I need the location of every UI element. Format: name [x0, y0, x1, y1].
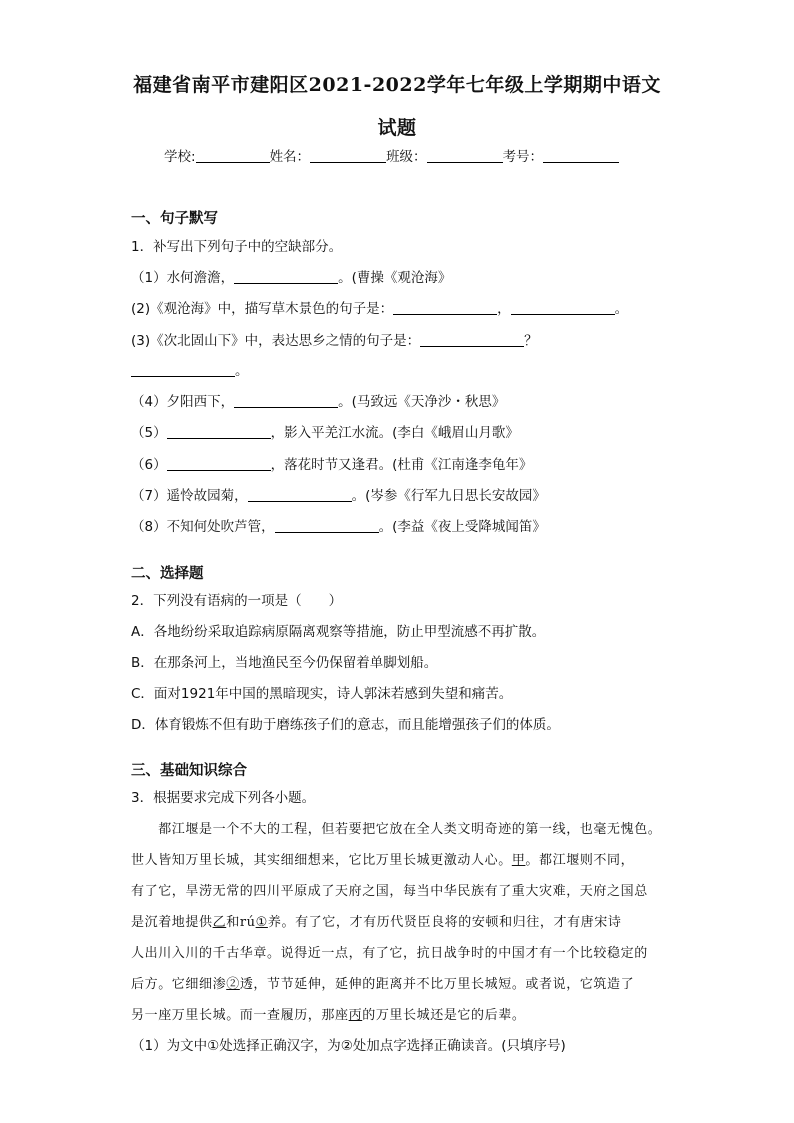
- passage-line: 有了它，旱涝无常的四川平原成了天府之国，每当中华民族有了重大灾难，天府之国总: [131, 884, 648, 899]
- option-d: D．体育锻炼不但有助于磨练孩子们的意志，而且能增强孩子们的体质。: [131, 717, 560, 733]
- blank-marker: 乙: [212, 915, 227, 930]
- answer-blank[interactable]: [275, 518, 379, 533]
- blank-marker: ②: [226, 977, 240, 992]
- page-title: 福建省南平市建阳区2021-2022学年七年级上学期期中语文: [133, 74, 661, 96]
- fill-item-7: （7）遥怜故园菊， 。(岑参《行军九日思长安故园》: [131, 488, 546, 504]
- passage-line: 是沉着地提供乙和rú①养。有了它，才有历代贤臣良将的安顿和归往，才有唐宋诗: [131, 915, 622, 930]
- answer-blank[interactable]: [167, 456, 271, 471]
- question-stem: 1．补写出下列句子中的空缺部分。: [131, 239, 343, 255]
- passage-line: 人出川入川的千古华章。说得近一点，有了它，抗日战争时的中国才有一个比较稳定的: [131, 946, 648, 961]
- passage-line: 都江堰是一个不大的工程，但若要把它放在全人类文明奇迹的第一线，也毫无愧色。: [131, 822, 662, 837]
- exam-number-label: 考号：: [502, 149, 544, 165]
- fill-item-1: （1）水何澹澹， 。(曹操《观沧海》: [131, 270, 452, 286]
- answer-blank[interactable]: [420, 332, 524, 347]
- sub-question: （1）为文中①处选择正确汉字，为②处加点字选择正确读音。(只填序号): [131, 1038, 566, 1054]
- question-stem: 3．根据要求完成下列各小题。: [131, 790, 316, 806]
- exam-number-field[interactable]: [543, 148, 619, 163]
- option-c: C．面对1921年中国的黑暗现实，诗人郭沫若感到失望和痛苦。: [131, 686, 513, 702]
- answer-blank[interactable]: [131, 362, 235, 377]
- section-heading: 三、基础知识综合: [131, 763, 247, 779]
- fill-item-3-continued: 。: [131, 359, 249, 379]
- blank-marker: 甲: [511, 853, 526, 868]
- passage-line: 后方。它细细渗②透，节节延伸，延伸的距离并不比万里长城短。或者说，它筑造了: [131, 977, 635, 992]
- section-heading: 一、句子默写: [131, 211, 218, 227]
- answer-blank[interactable]: [167, 424, 271, 439]
- answer-blank[interactable]: [234, 393, 338, 408]
- fill-item-6: （6） ，落花时节又逢君。(杜甫《江南逢李龟年》: [131, 457, 533, 473]
- school-label: 学校:: [164, 149, 196, 165]
- fill-item-2: (2)《观沧海》中，描写草木景色的句子是： ， 。: [131, 301, 629, 317]
- fill-item-8: （8）不知何处吹芦管， 。(李益《夜上受降城闻笛》: [131, 519, 546, 535]
- option-a: A．各地纷纷采取追踪病原隔离观察等措施，防止甲型流感不再扩散。: [131, 624, 546, 640]
- name-label: 姓名：: [269, 149, 311, 165]
- passage-line: 世人皆知万里长城，其实细细想来，它比万里长城更激动人心。甲。都江堰则不同，: [131, 853, 635, 868]
- class-field[interactable]: [427, 148, 503, 163]
- section-heading: 二、选择题: [131, 566, 204, 582]
- question-stem: 2．下列没有语病的一项是（ ）: [131, 593, 343, 609]
- blank-marker: 丙: [348, 1008, 363, 1023]
- fill-item-4: （4）夕阳西下， 。(马致远《天净沙・秋思》: [131, 394, 506, 410]
- name-field[interactable]: [310, 148, 386, 163]
- answer-blank[interactable]: [234, 269, 338, 284]
- answer-blank[interactable]: [248, 487, 352, 502]
- passage-line: 另一座万里长城。而一查履历，那座丙的万里长城还是它的后辈。: [131, 1008, 526, 1023]
- blank-marker: ①: [255, 915, 268, 930]
- answer-blank[interactable]: [511, 300, 615, 315]
- student-info-row: [164, 145, 619, 165]
- fill-item-3: (3)《次北固山下》中，表达思乡之情的句子是： ？: [131, 333, 538, 349]
- fill-item-5: （5） ，影入平羌江水流。(李白《峨眉山月歌》: [131, 425, 519, 441]
- school-field[interactable]: [196, 148, 270, 163]
- class-label: 班级：: [386, 149, 427, 165]
- page-title-continued: 试题: [377, 117, 417, 139]
- option-b: B．在那条河上，当地渔民至今仍保留着单脚划船。: [131, 655, 438, 671]
- answer-blank[interactable]: [393, 300, 497, 315]
